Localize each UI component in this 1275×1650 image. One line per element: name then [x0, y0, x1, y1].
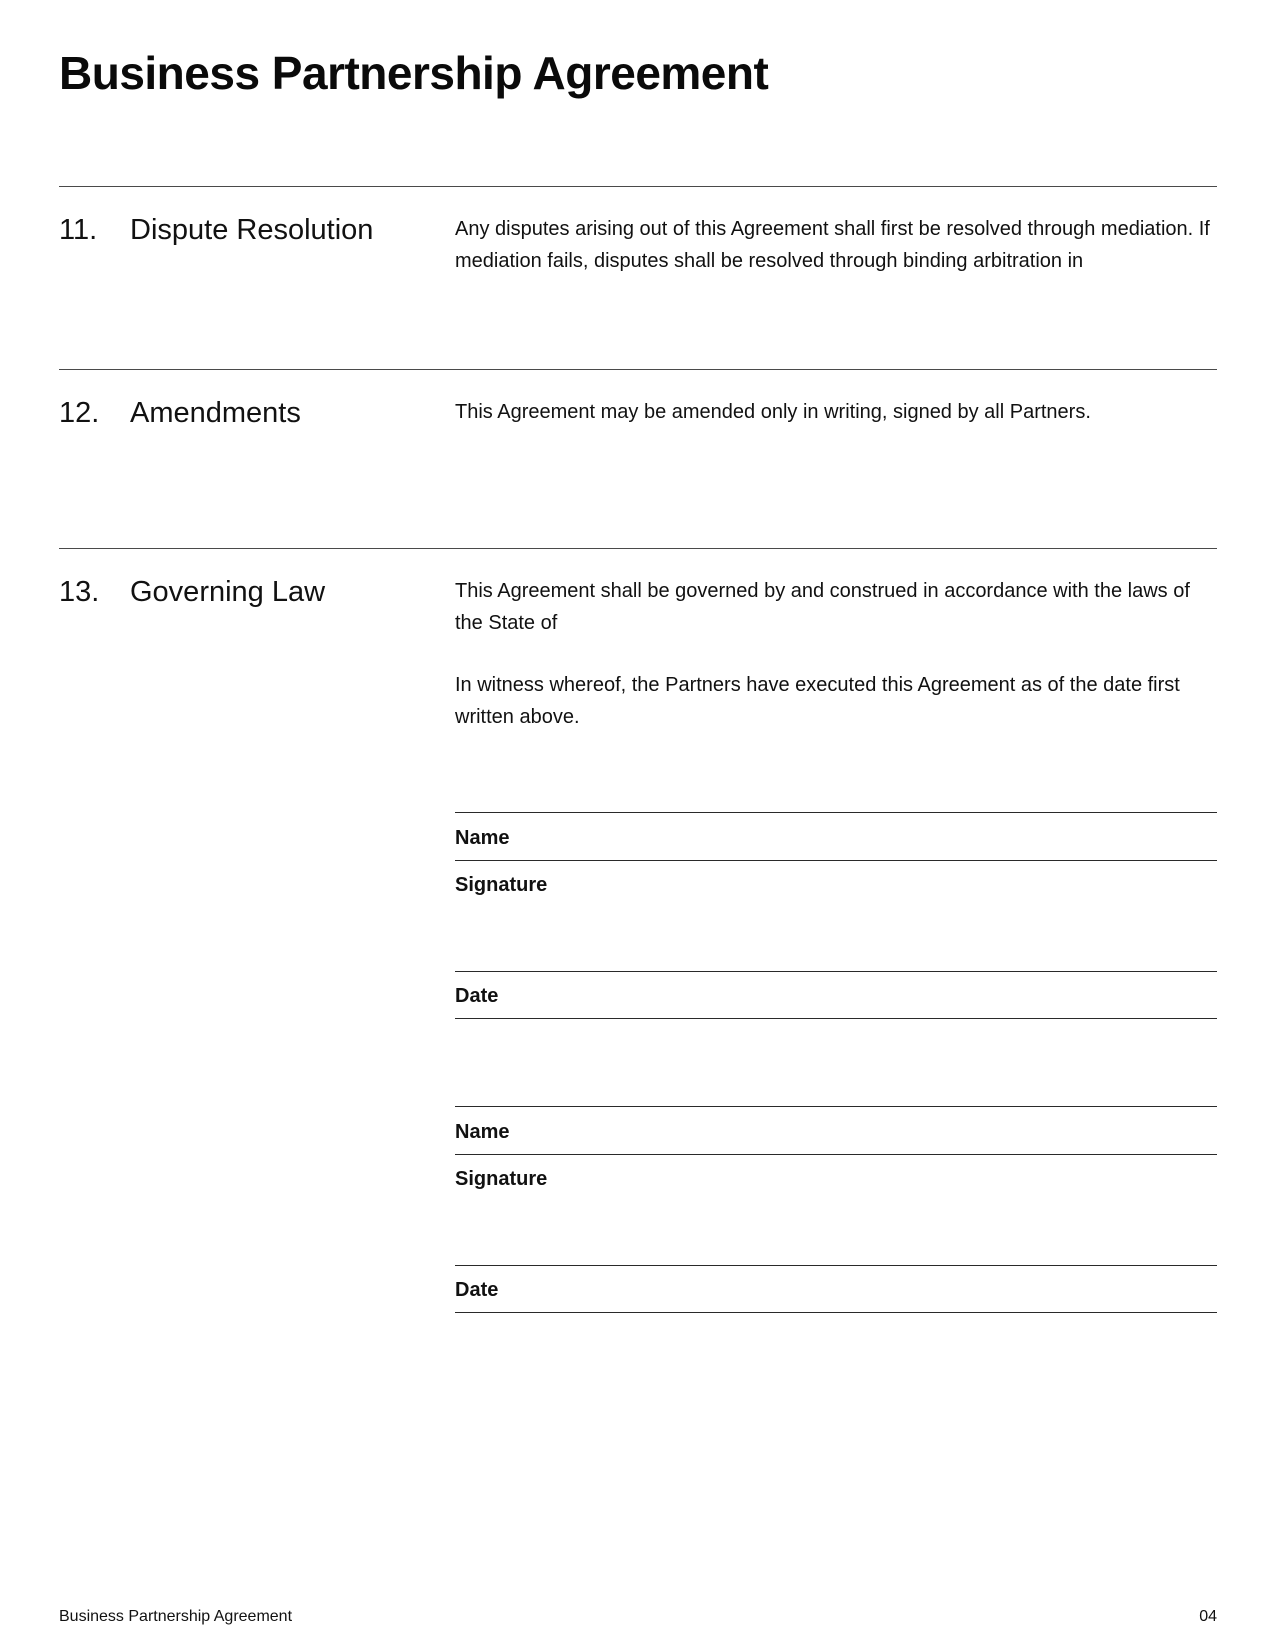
- signature-rule: [455, 1154, 1217, 1155]
- section-number: 11.: [59, 214, 98, 246]
- section-divider: [59, 548, 1217, 549]
- footer-document-title: Business Partnership Agreement: [59, 1608, 293, 1625]
- signature-rule: [455, 812, 1217, 813]
- date-field-label[interactable]: Date: [455, 985, 499, 1007]
- signature-rule: [455, 1106, 1217, 1107]
- section-divider: [59, 186, 1217, 187]
- signature-rule: [455, 971, 1217, 972]
- section-title-governing-law: Governing Law: [130, 576, 326, 608]
- section-body-amendments: This Agreement may be amended only in writing, signed by all Partners.: [455, 401, 1091, 423]
- signature-field-label[interactable]: Signature: [455, 874, 548, 896]
- page-number: 04: [1199, 1608, 1217, 1625]
- signature-rule: [455, 1018, 1217, 1019]
- section-body-dispute-resolution: Any disputes arising out of this Agreement shall first be resolved through mediation. If mediation fails, disputes shall be resolved through binding arbitration in: [455, 218, 1210, 272]
- name-field-label[interactable]: Name: [455, 827, 510, 849]
- date-field-label[interactable]: Date: [455, 1279, 499, 1301]
- section-divider: [59, 369, 1217, 370]
- section-title-amendments: Amendments: [130, 397, 301, 429]
- section-title-dispute-resolution: Dispute Resolution: [130, 214, 374, 246]
- signature-rule: [455, 1265, 1217, 1266]
- section-number: 13.: [59, 576, 100, 608]
- section-body-governing-law: This Agreement shall be governed by and construed in accordance with the laws of the State of: [455, 580, 1190, 634]
- signature-rule: [455, 1312, 1217, 1313]
- signature-field-label[interactable]: Signature: [455, 1168, 548, 1190]
- section-number: 12.: [59, 397, 100, 429]
- page-title: Business Partnership Agreement: [59, 47, 769, 99]
- name-field-label[interactable]: Name: [455, 1121, 510, 1143]
- signature-rule: [455, 860, 1217, 861]
- witness-statement: In witness whereof, the Partners have executed this Agreement as of the date first written above.: [455, 674, 1180, 728]
